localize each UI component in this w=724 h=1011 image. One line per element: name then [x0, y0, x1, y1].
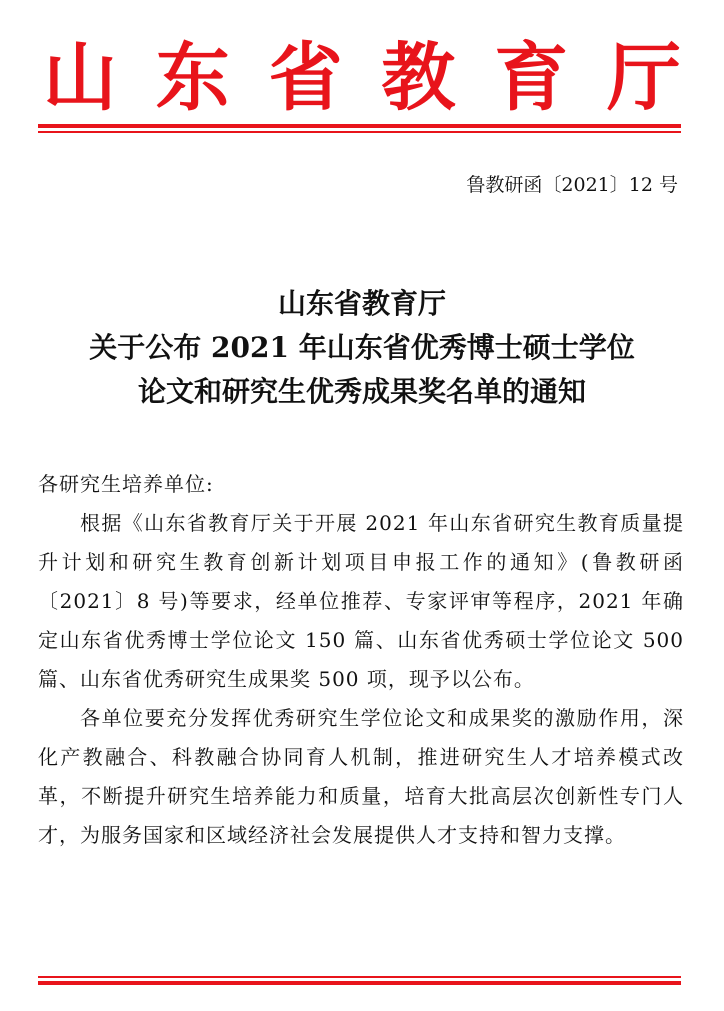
title-line-1: 山东省教育厅 — [277, 287, 446, 320]
document-title — [30, 282, 694, 414]
letterhead-title — [40, 35, 684, 121]
letterhead-char: 山 — [43, 35, 117, 121]
paragraph-2: 各单位要充分发挥优秀研究生学位论文和成果奖的激励作用，深化产教融合、科教融合协同育人机制，推进研究生人才培养模式改革，不断提升研究生培养能力和质量，培育大批高层次创新性专门人才，为服务国家和区域经济社会发展提供人才支持和智力支撑。 — [38, 706, 684, 847]
letterhead-rule-thin — [38, 131, 681, 133]
letterhead-char: 厅 — [606, 35, 681, 121]
letterhead-char: 东 — [155, 35, 230, 121]
salutation: 各研究生培养单位: — [38, 472, 214, 496]
letterhead-char: 育 — [494, 35, 569, 121]
document-body — [38, 465, 684, 855]
letterhead-char: 省 — [268, 35, 343, 121]
document-number: 鲁教研函〔2021〕12 号 — [466, 174, 678, 196]
paragraph-1: 根据《山东省教育厅关于开展 2021 年山东省研究生教育质量提升计划和研究生教育创新计划项目申报工作的通知》(鲁教研函〔2021〕8 号)等要求，经单位推荐、专家评审等程序，2021 年确定山东省优秀博士学位论文 150 篇、山东省优秀硕士学位论文 500 篇、山东省优秀研究生成果奖 500 项，现予以公布。 — [38, 511, 684, 691]
letterhead-rule-thick — [38, 124, 681, 128]
title-line-3: 论文和研究生优秀成果奖名单的通知 — [137, 375, 586, 408]
footer-rule-thick — [38, 981, 681, 985]
footer-rule-thin — [38, 976, 681, 978]
letterhead-char: 教 — [381, 35, 456, 121]
title-line-2: 关于公布 2021 年山东省优秀博士硕士学位 — [89, 331, 635, 364]
